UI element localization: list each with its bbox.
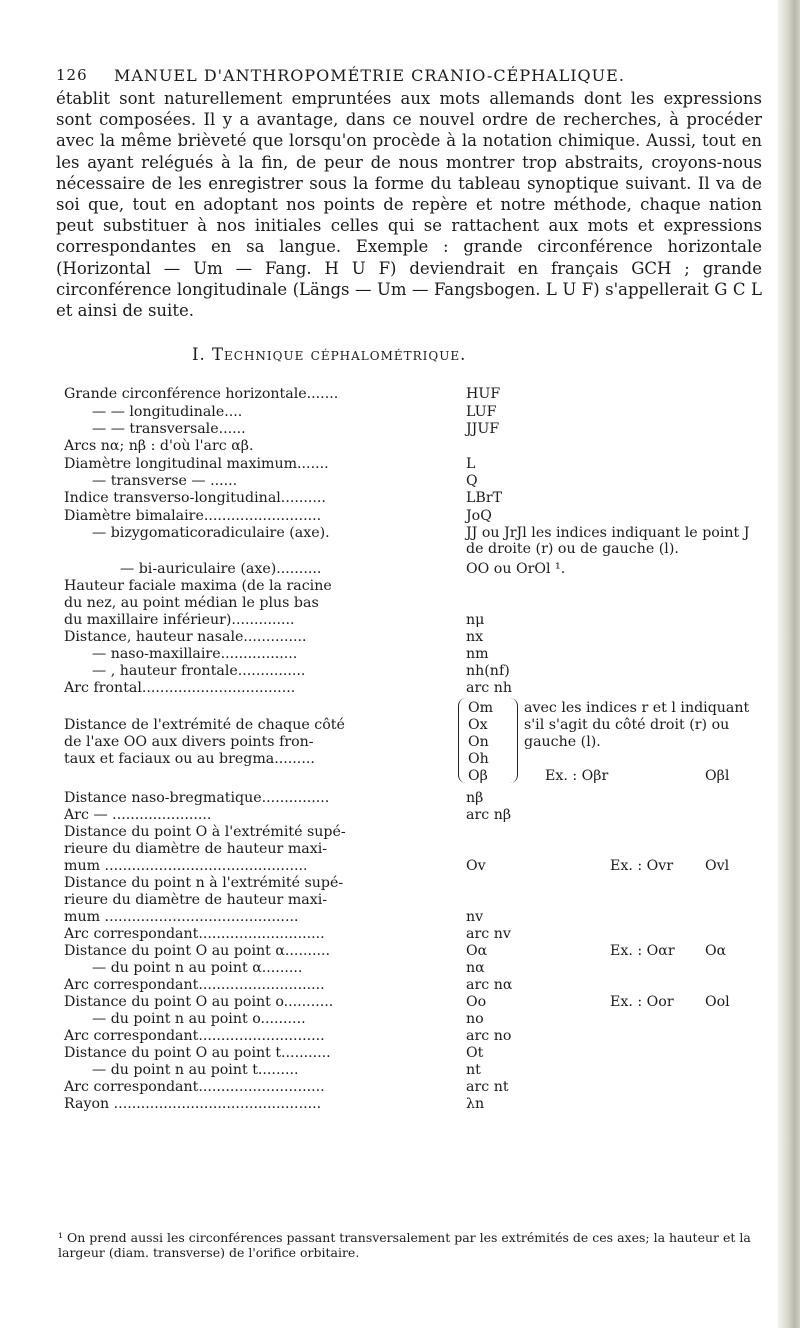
row-symbol: arc nv [466,926,511,942]
row-symbol: JJUF [466,421,500,437]
row-symbol: HUF [466,386,501,402]
row-symbol: nα [466,960,485,976]
row-label: — bi-auriculaire (axe).......... [120,561,322,577]
row-symbol: JoQ [466,508,492,524]
distance-note-line: avec les indices r et l indiquant [524,700,750,716]
row-label: Indice transverso-longitudinal.......... [64,490,326,506]
distance-symbol: Om [468,700,494,716]
row-symbol: no [466,1011,484,1027]
row-label: rieure du diamètre de hauteur maxi- [64,892,328,908]
left-brace [458,698,467,783]
row-label: Distance du point O au point α.......... [64,943,331,959]
row-label: Distance du point O à l'extrémité supé- [64,824,346,840]
row-symbol: nμ [466,612,485,628]
row-symbol: Oo [466,994,487,1010]
row-symbol-note: JJ ou JrJl les indices indiquant le point J de droite (r) ou de gauche (l). [466,525,750,557]
section-numeral: I. [192,345,206,364]
row-example: Ex. : Ovr [610,858,674,874]
row-label: Diamètre bimalaire.......................... [64,508,322,524]
page-edge [778,0,800,1328]
distance-note-line: gauche (l). [524,734,601,750]
distance-symbol: On [468,734,489,750]
row-symbol: L [466,456,476,472]
distance-symbol: Ox [468,717,488,733]
intro-paragraph [56,88,762,321]
row-symbol: nh(nf) [466,663,510,679]
right-brace [509,698,518,783]
row-label: — du point n au point o.......... [92,1011,306,1027]
row-symbol: Q [466,473,478,489]
row-symbol: LBrT [466,490,503,506]
distance-label-line: taux et faciaux ou au bregma......... [64,751,315,767]
row-example-alt: Ool [705,994,730,1010]
row-label: Arc — ...................... [64,807,212,823]
row-label: — du point n au point α......... [92,960,303,976]
row-example: Ex. : Oor [610,994,674,1010]
row-example: Ex. : Oαr [610,943,675,959]
row-label: Arc correspondant............................ [64,926,325,942]
row-label: mum ........................................... [64,909,299,925]
distance-symbol: Oβ [468,768,488,784]
row-symbol: LUF [466,404,497,420]
row-symbol: nv [466,909,484,925]
footnote-text: ¹ On prend aussi les circonférences passant transversalement par les extrémités de ces axes; la hauteur et la largeur (diam. transverse) de l'orifice orbitaire. [58,1230,751,1260]
row-label: — — transversale...... [92,421,246,437]
section-title [192,345,466,364]
row-label: — transverse — ...... [92,473,238,489]
row-label: Distance du point O au point t........... [64,1045,331,1061]
row-symbol: λn [466,1096,485,1112]
row-symbol: nm [466,646,489,662]
distance-example-alt: Oβl [705,768,730,784]
row-example-alt: Oα [705,943,727,959]
row-label: rieure du diamètre de hauteur maxi- [64,841,328,857]
row-label: du nez, au point médian le plus bas [64,595,319,611]
row-symbol: arc no [466,1028,512,1044]
section-title-rest: céphalométrique. [310,345,467,364]
row-label: — bizygomaticoradiculaire (axe). [92,525,330,541]
row-label: Diamètre longitudinal maximum....... [64,456,329,472]
row-label: Arcs nα; nβ : d'où l'arc αβ. [64,438,254,454]
intro-text: établit sont naturellement empruntées aux mots allemands dont les expressions sont composées. Il y a avantage, dans ce nouvel ordre de recherches, à procéder avec la même brièveté que lorsqu'on procède à la notation chimique. Aussi, tout en les ayant relégués à la fin, de peur de nous montrer trop abstraits, croyons-nous nécessaire de les enregistrer sous la forme du tableau synoptique suivant. Il va de soi que, tout en adoptant nos points de repère et notre méthode, chaque nation peut substituer à nos initiales celles qui se rattachent aux mots et expressions correspondantes en sa langue. Exemple : grande circonférence horizontale (Horizontal — Um — Fang. H U F) deviendrait en français GCH ; grande circonférence longitudinale (Längs — Um — Fangsbogen. L U F) s'appellerait G C L et ainsi de suite. [56,89,762,321]
row-symbol: Ov [466,858,486,874]
row-symbol: arc nβ [466,807,512,823]
row-symbol: nx [466,629,484,645]
row-label: Grande circonférence horizontale....... [64,386,339,402]
row-label: Distance naso-bregmatique............... [64,790,330,806]
row-symbol: Oα [466,943,488,959]
row-label: Distance, hauteur nasale.............. [64,629,307,645]
row-label: mum ............................................. [64,858,308,874]
row-symbol: nt [466,1062,481,1078]
page-number: 126 [56,66,88,84]
row-label: Hauteur faciale maxima (de la racine [64,578,332,594]
row-label: — , hauteur frontale............... [92,663,306,679]
distance-label-line: Distance de l'extrémité de chaque côté [64,717,345,733]
footnote [58,1230,778,1260]
row-label: Distance du point n à l'extrémité supé- [64,875,344,891]
section-title-main: Technique [212,345,305,364]
distance-label-line: de l'axe OO aux divers points fron- [64,734,314,750]
row-label: — — longitudinale.... [92,404,243,420]
distance-note-line: s'il s'agit du côté droit (r) ou [524,717,730,733]
distance-example: Ex. : Oβr [545,768,609,784]
row-label: Arc correspondant............................ [64,1028,325,1044]
row-label: du maxillaire inférieur).............. [64,612,295,628]
row-symbol: OO ou OrOl ¹. [466,561,566,577]
row-symbol: arc nα [466,977,513,993]
row-label: Arc frontal.................................. [64,680,296,696]
row-symbol: arc nt [466,1079,509,1095]
row-label: — naso-maxillaire................. [92,646,298,662]
row-symbol: Ot [466,1045,484,1061]
row-symbol: nβ [466,790,484,806]
row-symbol: arc nh [466,680,512,696]
row-example-alt: Ovl [705,858,730,874]
row-label: Distance du point O au point o........... [64,994,334,1010]
running-title: MANUEL D'ANTHROPOMÉTRIE CRANIO-CÉPHALIQUE. [114,66,625,85]
row-label: Arc correspondant............................ [64,977,325,993]
row-label: Arc correspondant............................ [64,1079,325,1095]
row-label: — du point n au point t......... [92,1062,299,1078]
row-label: Rayon .............................................. [64,1096,322,1112]
distance-symbol: Oh [468,751,489,767]
